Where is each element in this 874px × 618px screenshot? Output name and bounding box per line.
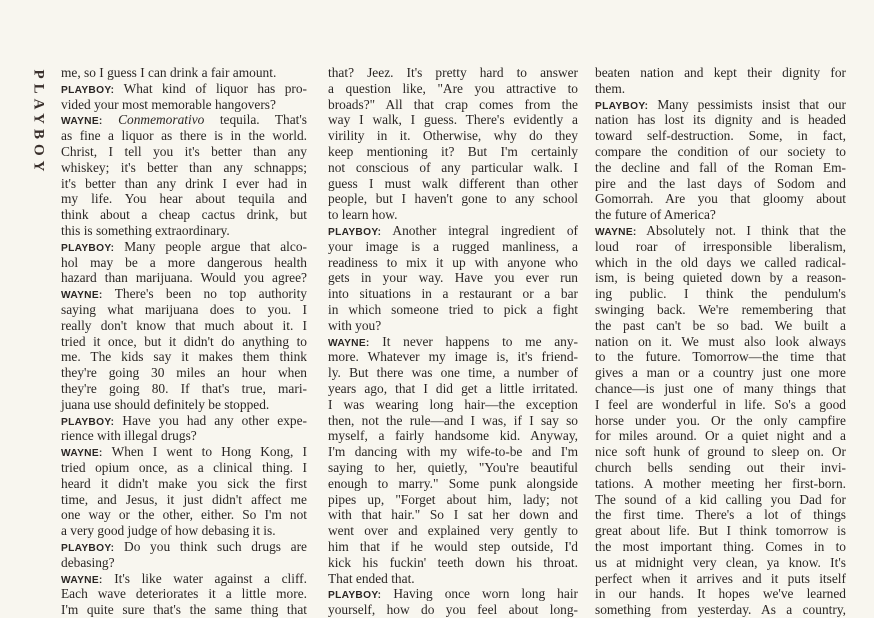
text-line (328, 318, 578, 334)
text-line (328, 81, 578, 97)
text-line (595, 270, 846, 286)
line-text: as fine a liquor as there is in the world. (61, 128, 307, 144)
line-text: Many pessimists insist that our (657, 96, 846, 112)
line-text: Do you think such drugs are (124, 538, 307, 554)
text-line (328, 492, 578, 508)
speaker-label: PLAYBOY: (61, 416, 115, 428)
speaker-label: PLAYBOY: (61, 84, 115, 96)
line-text: into situations in a restaurant or a bar (328, 286, 578, 302)
line-text: Christ, I tell you it's better than any (61, 143, 307, 159)
line-text: the first time. There's a lot of things (595, 507, 846, 523)
text-line (61, 555, 307, 571)
text-line (328, 144, 578, 160)
line-text: horse under you. Or the only campfire (595, 412, 846, 428)
text-line (595, 413, 846, 429)
speaker-label: WAYNE: (61, 574, 103, 586)
line-text: great about life. But I think tomorrow is (595, 523, 846, 539)
line-text: There's been no top authority (114, 286, 308, 302)
line-text: the future of America? (595, 207, 716, 223)
line-text: That ended that. (328, 570, 415, 586)
text-line (328, 239, 578, 255)
line-text: loud roar of irresponsible liberalism, (595, 238, 846, 254)
line-text: tations. A mother meeting her first-born. (595, 475, 846, 491)
line-text: The sound of a kid calling you Dad for (595, 491, 846, 507)
line-text: Another integral ingredient of (392, 222, 579, 238)
line-text: pipes up, "Forget about him, lady; not (328, 491, 578, 507)
line-text: Gomorrah. Are you that gloomy about (595, 191, 846, 207)
line-text: then, not the rule—and I was, if I say so (328, 412, 578, 428)
text-line (61, 302, 307, 318)
line-text: ing public. I think the pendulum's (595, 286, 846, 302)
text-line (328, 334, 578, 350)
line-text: beaten nation and kept their dignity for (595, 65, 846, 80)
text-line (595, 65, 846, 81)
line-text: chance—is just one of many things that (595, 380, 846, 396)
line-text: time, and Jesus, it just didn't affect me (61, 491, 307, 507)
text-line (61, 365, 307, 381)
line-text: toward self-destruction. Some, in fact, (595, 128, 846, 144)
line-text: that? Jeez. It's pretty hard to answer (328, 65, 578, 80)
line-text: What kind of liquor has pro- (123, 80, 308, 96)
text-line (328, 428, 578, 444)
line-text: with that hair." So I sat her down and (328, 507, 578, 523)
text-line (328, 223, 578, 239)
line-text: It's like water against a cliff. (114, 570, 307, 586)
text-line (595, 365, 846, 381)
text-line (328, 460, 578, 476)
line-text: heard it didn't make you sick the first (61, 475, 307, 491)
line-text: vided your most memorable hangovers? (61, 96, 276, 112)
text-line (328, 571, 578, 587)
text-line (595, 334, 846, 350)
text-line (595, 176, 846, 192)
line-text: us at midnight very clean, ya know. It's (595, 554, 846, 570)
text-line (328, 255, 578, 271)
text-line (328, 176, 578, 192)
line-text: Conmemorativo tequila. That's (118, 112, 307, 128)
text-column-2 (328, 65, 578, 618)
line-text: went over and explained very gently to (328, 523, 578, 539)
text-line (328, 397, 578, 413)
speaker-label: PLAYBOY: (328, 226, 382, 238)
text-line (328, 97, 578, 113)
text-line (595, 81, 846, 97)
text-line (61, 571, 307, 587)
text-line (61, 97, 307, 113)
text-line (595, 302, 846, 318)
text-line (595, 160, 846, 176)
text-line (328, 349, 578, 365)
text-line (595, 571, 846, 587)
line-text: hol may be a more dangerous health (61, 254, 307, 270)
line-text: not conscious of any particular walk. I (328, 159, 578, 175)
line-text: this is something extraordinary. (61, 222, 230, 238)
line-text: which in the old days we called radical- (595, 254, 846, 270)
text-line (595, 191, 846, 207)
text-line (595, 539, 846, 555)
text-line (61, 586, 307, 602)
text-line (328, 555, 578, 571)
line-text: kick his fuckin' teeth down his throat. (328, 554, 578, 570)
text-line (61, 160, 307, 176)
line-text: rience with illegal drugs? (61, 428, 197, 444)
text-line (595, 397, 846, 413)
text-line (328, 365, 578, 381)
text-line (61, 444, 307, 460)
text-line (595, 586, 846, 602)
line-text: nation on it. We must also look always (595, 333, 846, 349)
line-text: whiskey; it's better than any schnapps; (61, 159, 307, 175)
line-text: Each wave deteriorates it a little more. (61, 586, 307, 602)
text-line (61, 460, 307, 476)
magazine-side-label (28, 68, 48, 178)
text-line (328, 381, 578, 397)
text-line (328, 302, 578, 318)
line-text: hazard than marijuana. Would you agree? (61, 270, 307, 286)
line-text: really don't know that much about it. I (61, 317, 307, 333)
text-line (595, 381, 846, 397)
text-line (328, 539, 578, 555)
line-text: Absolutely not. I think that the (646, 222, 846, 238)
line-text: the decline and fall of the Roman Em- (595, 159, 846, 175)
line-text: in which someone tried to pick a fight (328, 301, 578, 317)
text-line (595, 349, 846, 365)
line-text: tried opium once, as a clinical thing. I (61, 459, 307, 475)
line-text: I'm quite sure that's the same thing that (61, 602, 307, 618)
line-text: ism, is being quieted down by a reason- (595, 270, 846, 286)
line-text: Having once worn long hair (393, 586, 578, 602)
line-text: a very good judge of how debasing it is. (61, 523, 276, 539)
text-line (61, 507, 307, 523)
line-text: Many people argue that alco- (124, 238, 307, 254)
text-line (61, 476, 307, 492)
line-text: When I went to Hong Kong, I (111, 444, 307, 460)
text-line (61, 523, 307, 539)
line-text: gives a man or a country just one more (595, 365, 846, 381)
text-column-1 (61, 65, 307, 618)
text-line (61, 191, 307, 207)
line-text: pire and the last days of Sodom and (595, 175, 846, 191)
text-line (328, 112, 578, 128)
line-text: one way or the other, either. So I'm not (61, 507, 307, 523)
text-line (595, 444, 846, 460)
line-text: the most important thing. Comes in to (595, 538, 846, 554)
line-text: me, so I guess I can drink a fair amount. (61, 65, 277, 80)
line-text: in our hands. It hopes we've learned (595, 586, 846, 602)
line-text: virility in it. Otherwise, why do they (328, 128, 578, 144)
text-line (595, 144, 846, 160)
text-line (328, 207, 578, 223)
text-line (328, 160, 578, 176)
line-text: readiness to mix it up with anyone who (328, 254, 578, 270)
line-text: him that if he would step outside, I'd (328, 538, 578, 554)
text-line (595, 207, 846, 223)
line-text: for miles around. Or a quiet night and a (595, 428, 846, 444)
text-line (595, 318, 846, 334)
text-line (61, 349, 307, 365)
text-line (61, 602, 307, 618)
speaker-label: WAYNE: (328, 337, 370, 349)
text-line (328, 286, 578, 302)
line-text: tried it once, but it didn't do anything to (61, 333, 307, 349)
text-line (595, 112, 846, 128)
text-line (595, 602, 846, 618)
line-text: they're going 80. If that's true, mari- (61, 380, 307, 396)
text-line (595, 97, 846, 113)
text-line (61, 539, 307, 555)
line-text: guess I must walk different than other (328, 175, 578, 191)
line-text: nice soft hunk of ground to sleep on. Or (595, 444, 846, 460)
line-text: my life. You hear about tequila and (61, 191, 307, 207)
speaker-label: WAYNE: (61, 448, 103, 460)
line-text: gets in your way. Have you ever run (328, 270, 578, 286)
line-text: I feel are wonderful in life. So's a good (595, 396, 846, 412)
line-text: they're going 30 miles an hour when (61, 365, 307, 381)
line-text: myself, a fairly handsome kid. Anyway, (328, 428, 578, 444)
text-line (61, 176, 307, 192)
speaker-label: WAYNE: (595, 226, 637, 238)
text-line (595, 428, 846, 444)
text-line (595, 476, 846, 492)
line-text: I was wearing long hair—the exception (328, 396, 578, 412)
line-text: I'm dancing with my wife-to-be and I'm (328, 444, 578, 460)
line-text: broads?" All that crap comes from the (328, 96, 578, 112)
line-text: way I walk, I guess. There's evidently a (328, 112, 578, 128)
text-line (595, 223, 846, 239)
speaker-label: PLAYBOY: (61, 242, 115, 254)
text-line (61, 334, 307, 350)
text-line (328, 270, 578, 286)
line-text: the past can't be so bad. We built a (595, 317, 846, 333)
line-text: saying what marijuana does to you. I (61, 301, 307, 317)
text-line (328, 191, 578, 207)
speaker-label: PLAYBOY: (595, 100, 649, 112)
text-line (61, 223, 307, 239)
text-line (61, 397, 307, 413)
text-line (61, 81, 307, 97)
line-text: think about a cheap cactus drink, but (61, 207, 307, 223)
text-line (328, 444, 578, 460)
line-text: swinging back. We're remembering that (595, 301, 846, 317)
text-line (61, 270, 307, 286)
text-line (595, 507, 846, 523)
text-line (328, 602, 578, 618)
text-line (595, 239, 846, 255)
text-line (595, 128, 846, 144)
text-line (328, 413, 578, 429)
line-text: more. Whatever my image is, it's friend- (328, 349, 578, 365)
line-text: compare the condition of our society to (595, 143, 846, 159)
text-line (61, 207, 307, 223)
text-line (61, 112, 307, 128)
line-text: to learn how. (328, 207, 398, 223)
line-text: Have you had any other expe- (122, 412, 307, 428)
line-text: something from yesterday. As a country, (595, 602, 846, 618)
text-line (61, 128, 307, 144)
text-line (61, 286, 307, 302)
side-label-text: PLAYBOY (30, 69, 47, 177)
text-line (61, 144, 307, 160)
text-line (328, 507, 578, 523)
speaker-label: PLAYBOY: (61, 542, 115, 554)
line-text: your image is a rugged manliness, a (328, 238, 578, 254)
line-text: them. (595, 80, 626, 96)
text-line (328, 586, 578, 602)
text-line (61, 428, 307, 444)
text-line (61, 65, 307, 81)
line-text: keep mentioning it? But I'm certainly (328, 143, 578, 159)
text-line (61, 492, 307, 508)
text-line (595, 286, 846, 302)
text-line (595, 555, 846, 571)
line-text: debasing? (61, 554, 115, 570)
text-line (595, 255, 846, 271)
line-text: enough to marry." Some punk alongside (328, 475, 578, 491)
speaker-label: WAYNE: (61, 290, 103, 302)
speaker-label: PLAYBOY: (328, 590, 382, 602)
line-text: a question like, "Are you attractive to (328, 80, 578, 96)
text-line (61, 381, 307, 397)
text-line (61, 255, 307, 271)
text-line (61, 239, 307, 255)
line-text: nation has lost its dignity and is headed (595, 112, 846, 128)
text-line (328, 523, 578, 539)
line-text: people, but I haven't gone to any school (328, 191, 578, 207)
line-text: years ago, that I did get a little irritated. (328, 380, 578, 396)
line-text: with you? (328, 317, 382, 333)
text-line (328, 476, 578, 492)
line-text: perfect when it arrives and it puts itself (595, 570, 846, 586)
line-text: me. The kids say it makes them think (61, 349, 307, 365)
line-text: to the future. Tomorrow—the time that (595, 349, 846, 365)
line-text: it's better than any drink I ever had in (61, 175, 307, 191)
speaker-label: WAYNE: (61, 116, 103, 128)
text-line (595, 460, 846, 476)
line-text: church bells sending out their invi- (595, 459, 846, 475)
text-column-3 (595, 65, 846, 618)
text-line (328, 65, 578, 81)
line-text: ly. But there was one time, a number of (328, 365, 578, 381)
text-line (61, 318, 307, 334)
line-text: yourself, how do you feel about long- (328, 602, 578, 618)
text-line (328, 128, 578, 144)
line-text: It never happens to me any- (382, 333, 578, 349)
text-line (595, 523, 846, 539)
line-text: saying to her, quietly, "You're beautiful (328, 459, 578, 475)
text-line (61, 413, 307, 429)
text-line (595, 492, 846, 508)
line-text: juana use should definitely be stopped. (61, 396, 270, 412)
